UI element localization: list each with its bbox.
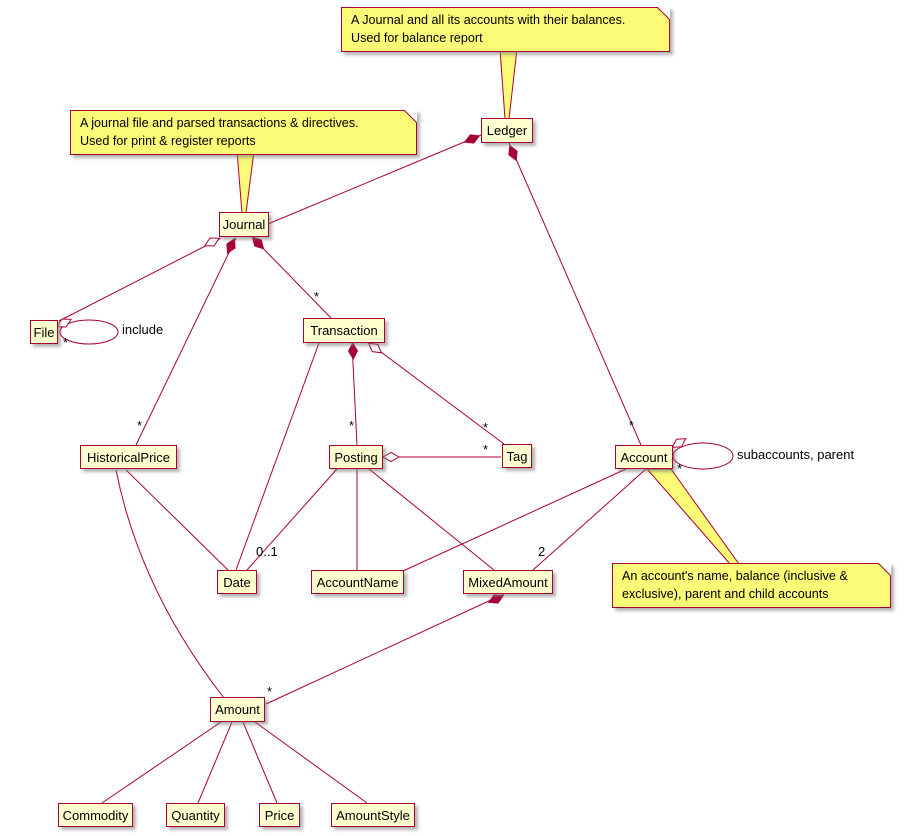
edge-account-accountname	[403, 469, 626, 571]
edge-ledger-account	[509, 143, 641, 445]
note-ledger	[341, 7, 670, 52]
class-label: Amount	[215, 702, 260, 717]
class-label: AccountName	[316, 574, 399, 590]
class-node-tag	[502, 444, 532, 468]
multiplicity-mixedamount-amount: *	[267, 684, 273, 699]
class-node-mixedamount	[463, 570, 553, 594]
note-journal	[70, 110, 417, 155]
label-file-include: include	[122, 322, 164, 337]
class-label: Account	[620, 449, 668, 465]
multiplicity-account-mixedamount: 2	[538, 544, 546, 559]
class-label: MixedAmount	[468, 574, 548, 590]
class-label: Commodity	[62, 807, 129, 823]
note-pointer-ledger	[500, 49, 517, 119]
multiplicity-posting-date: 0..1	[256, 544, 278, 559]
multiplicity-file-include: *	[63, 335, 69, 350]
class-node-ledger	[481, 118, 533, 143]
note-account	[612, 563, 891, 608]
edge-posting-mixedamount	[369, 469, 494, 570]
note-fold-icon	[878, 563, 891, 576]
multiplicity-account-self: *	[677, 461, 683, 476]
note-account-line2: exclusive), parent and child accounts	[622, 587, 829, 601]
note-pointer-account	[647, 469, 739, 564]
class-label: Transaction	[310, 323, 378, 338]
composition-diamond-ledger-journal	[463, 132, 481, 146]
class-label: Ledger	[486, 123, 528, 138]
multiplicity-transaction-tag: *	[483, 420, 489, 435]
multiplicity-transaction-posting: *	[349, 418, 355, 433]
multiplicity-ledger-account: *	[629, 418, 635, 433]
class-node-account	[615, 445, 673, 469]
class-node-transaction	[303, 318, 385, 343]
note-ledger-line2: Used for balance report	[351, 31, 483, 45]
class-node-amountstyle	[331, 803, 415, 827]
composition-diamond-transaction-posting	[348, 343, 358, 359]
class-node-accountname	[311, 570, 404, 594]
note-journal-line1: A journal file and parsed transactions & directives.	[80, 116, 359, 130]
multiplicity-journal-transaction: *	[314, 289, 320, 304]
edge-mixedamount-amount	[266, 594, 504, 704]
edge-journal-transaction	[253, 238, 331, 318]
class-node-journal	[219, 212, 269, 237]
class-node-date	[217, 570, 257, 594]
multiplicity-journal-histprice: *	[137, 418, 143, 433]
class-label: Quantity	[171, 807, 220, 823]
multiplicity-posting-tag: *	[483, 442, 489, 457]
note-ledger-line1: A Journal and all its accounts with their balances.	[351, 13, 626, 27]
class-label: Price	[264, 807, 295, 823]
edge-journal-historicalprice	[136, 238, 236, 445]
aggregation-diamond-posting-tag	[383, 453, 399, 462]
edge-journal-file	[59, 238, 221, 321]
class-node-price	[259, 803, 300, 827]
class-label: Journal	[222, 217, 266, 232]
class-node-amount	[210, 697, 265, 722]
edge-historicalprice-amount	[116, 470, 224, 698]
note-journal-line2: Used for print & register reports	[80, 134, 256, 148]
composition-diamond-journal-histprice	[223, 237, 238, 255]
class-label: AmountStyle	[336, 807, 410, 823]
class-label: Posting	[334, 449, 378, 465]
label-account-self: subaccounts, parent	[737, 447, 855, 462]
class-label: Tag	[506, 448, 528, 464]
composition-diamond-ledger-account	[506, 144, 521, 162]
class-label: File	[33, 324, 55, 340]
class-node-quantity	[166, 803, 225, 827]
class-node-file	[30, 320, 58, 344]
class-label: HistoricalPrice	[86, 449, 171, 465]
class-node-posting	[329, 445, 383, 469]
note-account-line1: An account's name, balance (inclusive &	[622, 569, 848, 583]
class-node-commodity	[58, 803, 133, 827]
note-fold-icon	[657, 7, 670, 20]
class-label: Date	[223, 574, 251, 590]
class-node-historicalprice	[80, 445, 177, 469]
note-fold-icon	[404, 110, 417, 123]
edge-account-mixedamount	[533, 469, 646, 570]
note-pointer-journal	[237, 151, 254, 213]
